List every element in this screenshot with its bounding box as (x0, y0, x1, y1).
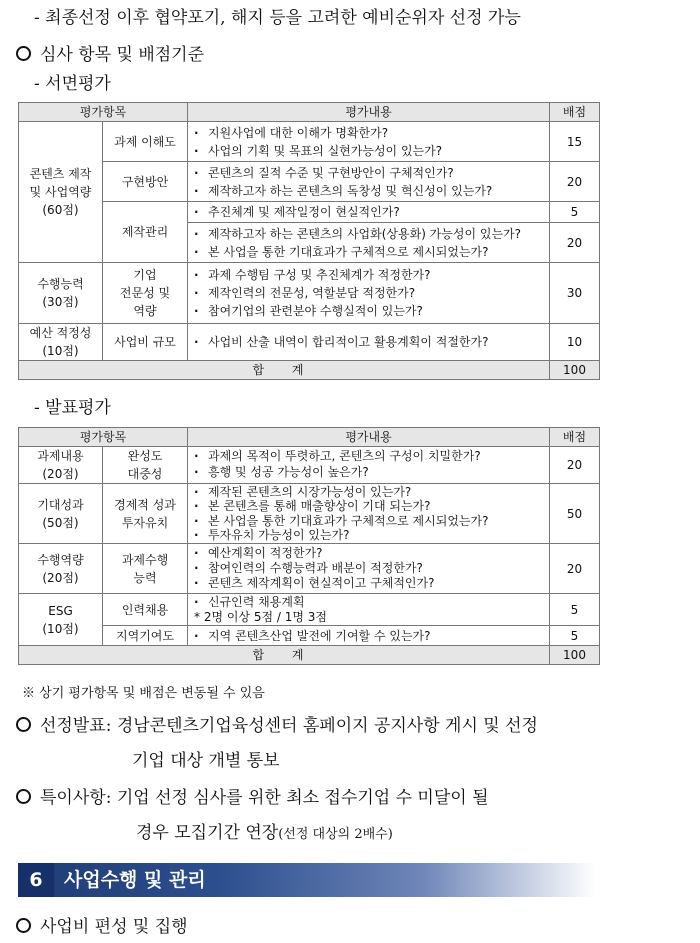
circle-bullet-icon (16, 918, 31, 933)
table-row (19, 202, 600, 223)
score-cell: 30 (550, 263, 600, 324)
score-cell: 50 (550, 484, 600, 544)
group-cell: 예산 적정성 (10점) (19, 324, 103, 361)
presentation-eval-table (18, 427, 600, 665)
header-criteria: 평가항목 (19, 428, 188, 447)
special-note-line-2: 경우 모집기간 연장(선정 대상의 2배수) (136, 823, 393, 843)
total-row (19, 361, 600, 380)
content-cell: · 사업비 산출 내역이 합리적이고 활용계획이 적절한가? (188, 324, 550, 361)
sub-criteria-cell: 완성도 대중성 (103, 447, 188, 484)
score-cell: 5 (550, 202, 600, 223)
section-title: 사업수행 및 관리 (64, 869, 206, 891)
document-eval-table (18, 102, 600, 380)
content-cell: · 지역 콘텐츠산업 발전에 기여할 수 있는가? (188, 626, 550, 646)
circle-bullet-icon (16, 46, 31, 61)
table-row (19, 484, 600, 544)
total-label: 합 계 (19, 646, 550, 665)
total-label: 합 계 (19, 361, 550, 380)
table-row (19, 162, 600, 202)
announcement-line-1: 선정발표: 경남콘텐츠기업육성센터 홈페이지 공지사항 게시 및 선정 (16, 711, 538, 736)
change-notice: ※ 상기 평가항목 및 배점은 변동될 수 있음 (22, 686, 265, 701)
table-row (19, 122, 600, 162)
budget-heading: 사업비 편성 및 집행 (16, 912, 188, 937)
total-row (19, 646, 600, 665)
header-content: 평가내용 (188, 428, 550, 447)
header-criteria: 평가항목 (19, 103, 188, 122)
sub-criteria-cell: 사업비 규모 (103, 324, 188, 361)
sub-criteria-cell: 기업 전문성 및 역량 (103, 263, 188, 324)
group-cell: 수행역량 (20점) (19, 544, 103, 594)
sub-criteria-cell: 제작관리 (103, 202, 188, 263)
content-cell: · 과제의 목적이 뚜렷하고, 콘텐츠의 구성이 치밀한가? · 흥행 및 성공 가능성이 높은가? (188, 447, 550, 484)
sub-criteria-cell: 인력채용 (103, 594, 188, 626)
sub-criteria-cell: 지역기여도 (103, 626, 188, 646)
hiring-score-note: * 2명 이상 5점 / 1명 3점 (194, 609, 328, 624)
score-cell: 20 (550, 223, 600, 263)
content-cell: · 추진체계 및 제작일정이 현실적인가? (188, 202, 550, 223)
score-cell: 20 (550, 544, 600, 594)
table-row (19, 324, 600, 361)
total-score: 100 (550, 361, 600, 380)
circle-bullet-icon (16, 789, 31, 804)
special-note-line-1: 특이사항: 기업 선정 심사를 위한 최소 접수기업 수 미달이 될 (16, 783, 489, 808)
sub-criteria-cell: 경제적 성과 투자유치 (103, 484, 188, 544)
header-content: 평가내용 (188, 103, 550, 122)
sub-criteria-cell: 과제수행 능력 (103, 544, 188, 594)
total-score: 100 (550, 646, 600, 665)
sub-criteria-cell: 과제 이해도 (103, 122, 188, 162)
content-cell: · 콘텐츠의 질적 수준 및 구현방안이 구체적인가? · 제작하고자 하는 콘텐츠의 독창성 및 혁신성이 있는가? (188, 162, 550, 202)
content-cell: · 과제 수행팀 구성 및 추진체계가 적정한가? · 제작인력의 전문성, 역할분담 적정한가? · 참여기업의 관련분야 수행실적이 있는가? (188, 263, 550, 324)
content-cell: · 신규인력 채용계획 * 2명 이상 5점 / 1명 3점 (188, 594, 550, 626)
table-row (19, 544, 600, 594)
header-score: 배점 (550, 428, 600, 447)
content-cell: · 제작하고자 하는 콘텐츠의 사업화(상용화) 가능성이 있는가? · 본 사업을 통한 기대효과가 구체적으로 제시되었는가? (188, 223, 550, 263)
table-row (19, 594, 600, 626)
preliminary-rank-note: - 최종선정 이후 협약포기, 해지 등을 고려한 예비순위자 선정 가능 (34, 8, 521, 28)
content-cell: · 제작된 콘텐츠의 시장가능성이 있는가? · 본 콘텐츠를 통해 매출향상이 기대 되는가? · 본 사업을 통한 기대효과가 구체적으로 제시되었는가? · 투자유치 가능성이 있는가? (188, 484, 550, 544)
score-cell: 15 (550, 122, 600, 162)
group-cell: 과제내용 (20점) (19, 447, 103, 484)
table-row (19, 626, 600, 646)
score-cell: 5 (550, 594, 600, 626)
sub-criteria-cell: 구현방안 (103, 162, 188, 202)
content-cell: · 지원사업에 대한 이해가 명확한가? · 사업의 기획 및 목표의 실현가능성이 있는가? (188, 122, 550, 162)
score-cell: 20 (550, 447, 600, 484)
section-header (18, 863, 596, 897)
document-eval-label: - 서면평가 (34, 74, 111, 94)
content-cell: · 예산계획이 적정한가? · 참여인력의 수행능력과 배분이 적정한가? · 콘텐츠 제작계획이 현실적이고 구체적인가? (188, 544, 550, 594)
group-cell: 콘텐츠 제작 및 사업역량 (60점) (19, 122, 103, 263)
header-score: 배점 (550, 103, 600, 122)
table-row (19, 447, 600, 484)
presentation-eval-label: - 발표평가 (34, 398, 111, 418)
section-number: 6 (18, 863, 54, 897)
score-cell: 10 (550, 324, 600, 361)
criteria-heading: 심사 항목 및 배점기준 (16, 40, 204, 65)
group-cell: 기대성과 (50점) (19, 484, 103, 544)
table-row (19, 263, 600, 324)
score-cell: 20 (550, 162, 600, 202)
group-cell: 수행능력 (30점) (19, 263, 103, 324)
announcement-line-2: 기업 대상 개별 통보 (132, 751, 280, 771)
circle-bullet-icon (16, 717, 31, 732)
score-cell: 5 (550, 626, 600, 646)
group-cell: ESG (10점) (19, 594, 103, 646)
